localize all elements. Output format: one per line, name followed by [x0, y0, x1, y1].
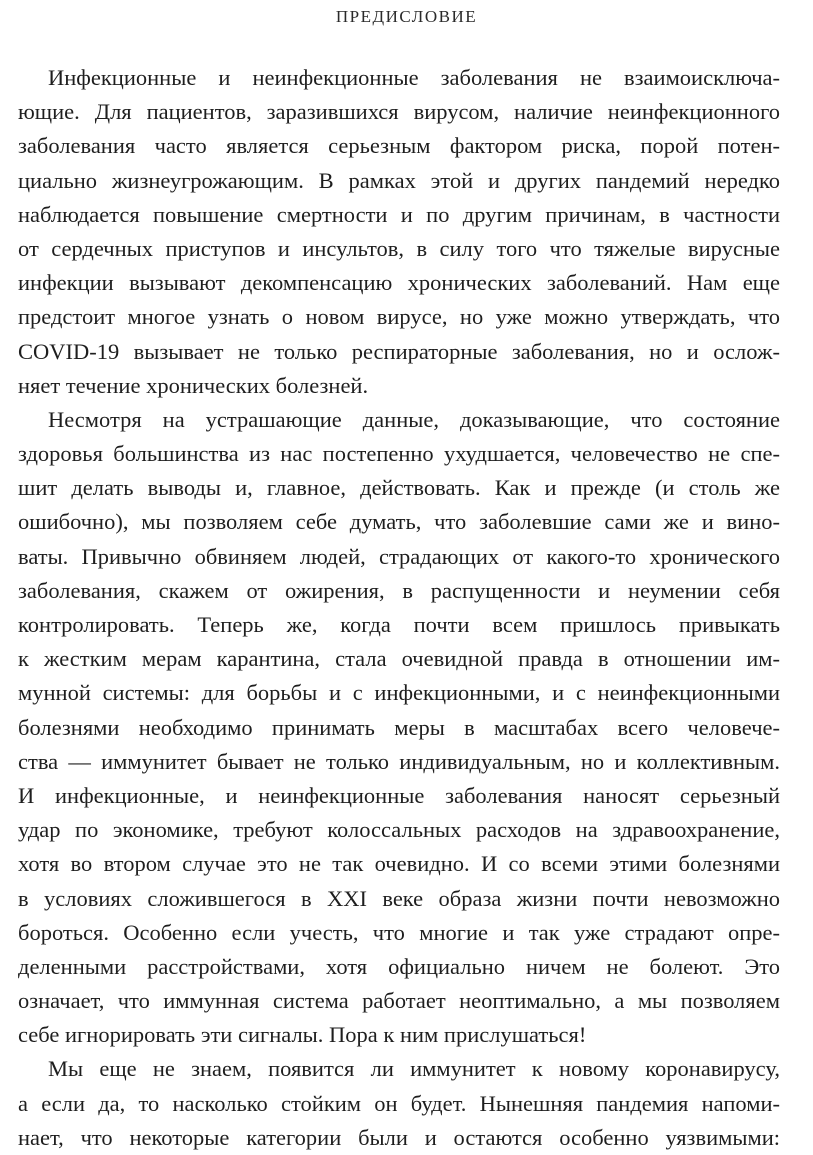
- text-line: хотя во втором случае это не так очевидно. И со всеми этими болезнями: [18, 851, 780, 877]
- text-line: в условиях сложившегося в XXI веке образа жизни почти невозможно: [18, 885, 780, 911]
- text-line: нает, что некоторые категории были и остаются особенно уязвимыми:: [18, 1124, 780, 1150]
- text-line: ваты. Привычно обвиняем людей, страдающих от какого-то хронического: [18, 543, 780, 569]
- text-line: няет течение хронических болезней.: [18, 372, 369, 398]
- text-line: контролировать. Теперь же, когда почти всем пришлось привыкать: [18, 612, 780, 637]
- text-line: а если да, то насколько стойким он будет. Нынешняя пандемия напоми-: [18, 1090, 780, 1116]
- text-line: означает, что иммунная система работает неоптимально, а мы позволяем: [18, 988, 780, 1014]
- text-line: ства — иммунитет бывает не только индивидуальным, но и коллективным.: [18, 748, 780, 774]
- text-line: бороться. Особенно если учесть, что многие и так уже страдают опре-: [18, 919, 780, 945]
- text-line: инфекции вызывают декомпенсацию хронических заболеваний. Нам еще: [18, 270, 780, 296]
- text-line: удар по экономике, требуют колоссальных расходов на здравоохранение,: [18, 817, 780, 843]
- body-text: [18, 61, 780, 1155]
- text-line: к жестким мерам карантина, стала очевидной правда в отношении им-: [18, 646, 780, 672]
- text-line: заболевания, скажем от ожирения, в распущенности и неумении себя: [18, 577, 780, 603]
- text-line: ошибочно), мы позволяем себе думать, что заболевшие сами же и вино-: [18, 509, 780, 535]
- text-line: себе игнорировать эти сигналы. Пора к ним прислушаться!: [18, 1022, 587, 1048]
- text-line: Несмотря на устрашающие данные, доказывающие, что состояние: [48, 406, 780, 432]
- text-line: Инфекционные и неинфекционные заболевания не взаимоисключа-: [48, 65, 780, 90]
- text-line: И инфекционные, и неинфекционные заболевания наносят серьезный: [18, 782, 780, 808]
- text-line: от сердечных приступов и инсультов, в силу того что тяжелые вирусные: [18, 235, 780, 261]
- text-line: заболевания часто является серьезным фактором риска, порой потен-: [18, 133, 780, 159]
- text-line: болезнями необходимо принимать меры в масштабах всего человече-: [18, 714, 780, 740]
- text-line: наблюдается повышение смертности и по другим причинам, в частности: [18, 201, 780, 227]
- text-line: Мы еще не знаем, появится ли иммунитет к новому коронавирусу,: [48, 1056, 780, 1082]
- text-line: шит делать выводы и, главное, действовать. Как и прежде (и столь же: [18, 475, 780, 501]
- text-line: ющие. Для пациентов, заразившихся вирусом, наличие неинфекционного: [18, 99, 780, 125]
- text-line: циально жизнеугрожающим. В рамках этой и других пандемий нередко: [18, 167, 780, 193]
- text-line: здоровья большинства из нас постепенно ухудшается, человечество не спе-: [18, 441, 780, 467]
- text-line: деленными расстройствами, хотя официально ничем не болеют. Это: [18, 953, 780, 979]
- text-line: мунной системы: для борьбы и с инфекционными, и с неинфекционными: [18, 680, 780, 706]
- running-head: ПРЕДИСЛОВИЕ: [335, 7, 478, 26]
- text-line: предстоит многое узнать о новом вирусе, но уже можно утверждать, что: [18, 304, 780, 330]
- text-line: COVID-19 вызывает не только респираторные заболевания, но и ослож-: [18, 338, 780, 364]
